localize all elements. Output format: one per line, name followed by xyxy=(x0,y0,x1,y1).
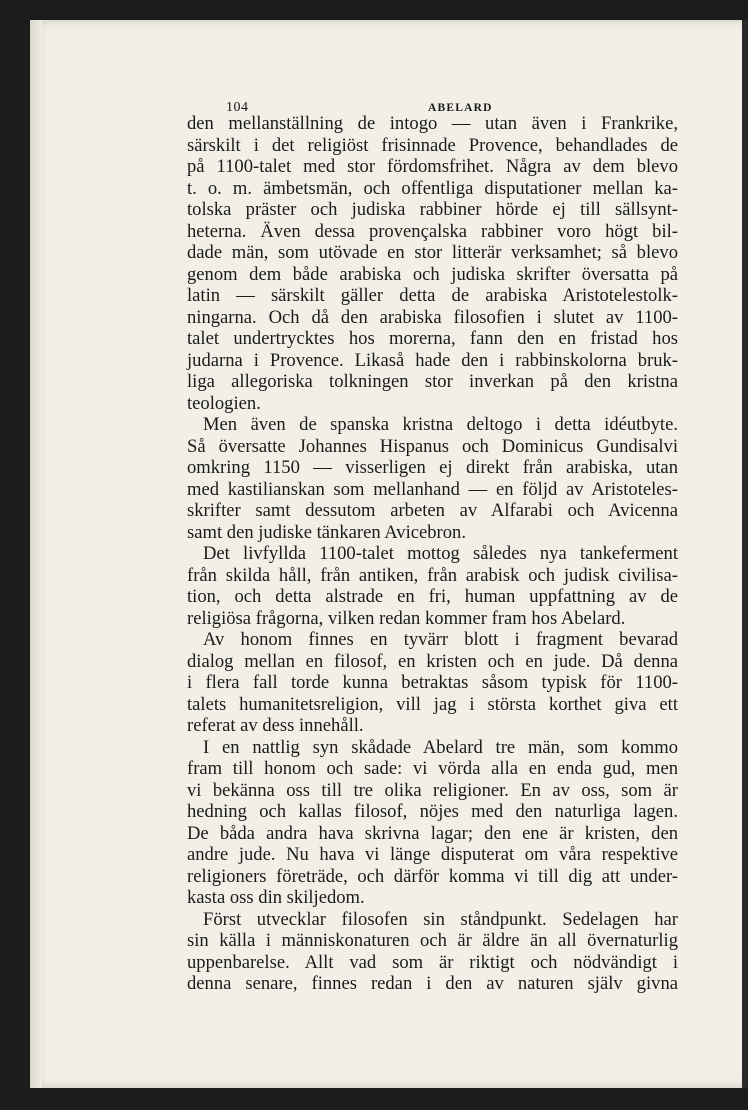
text-line: De båda andra hava skrivna lagar; den ene är kristen, den xyxy=(187,822,678,844)
text-line: dialog mellan en filosof, en kristen och en jude. Då denna xyxy=(187,650,678,672)
text-line: från skilda håll, från antiken, från arabisk och judisk civilisa- xyxy=(187,564,678,586)
text-line: religioners företräde, och därför komma vi till dig att under- xyxy=(187,865,678,887)
text-line: judarna i Provence. Likaså hade den i rabbinskolorna bruk- xyxy=(187,349,678,371)
text-line: på 1100-talet med stor fördomsfrihet. Några av dem blevo xyxy=(187,156,678,177)
text-line: uppenbarelse. Allt vad som är riktigt och nödvändigt i xyxy=(187,951,678,973)
text-line: den mellanställning de intogo — utan även i Frankrike, xyxy=(187,113,678,134)
running-title: ABELARD xyxy=(428,102,493,114)
text-line: tion, och detta alstrade en fri, human uppfattning av de xyxy=(187,586,678,607)
text-line: skrifter samt dessutom arbeten av Alfarabi och Avicenna xyxy=(187,500,678,521)
text-line: andre jude. Nu hava vi länge disputerat om våra respektive xyxy=(187,844,678,865)
text-line: Men även de spanska kristna deltogo i detta idéutbyte. xyxy=(203,414,678,435)
text-line: omkring 1150 — visserligen ej direkt från arabiska, utan xyxy=(187,457,678,478)
text-line: med kastilianskan som mellanhand — en följd av Aristoteles- xyxy=(187,478,678,500)
text-line: latin — särskilt gäller detta de arabiska Aristotelestolk- xyxy=(187,285,678,306)
text-line: heterna. Även dessa provençalska rabbiner voro högt bil- xyxy=(187,220,678,242)
text-line: hedning och kallas filosof, nöjes med den naturliga lagen. xyxy=(187,801,678,822)
text-line: I en nattlig syn skådade Abelard tre män, som kommo xyxy=(203,736,678,758)
text-line: Så översatte Johannes Hispanus och Dominicus Gundisalvi xyxy=(187,435,678,457)
page-edge xyxy=(742,20,748,1088)
text-line: religiösa frågorna, vilken redan kommer fram hos Abelard. xyxy=(187,607,626,629)
text-line: i flera fall torde kunna betraktas såsom typisk för 1100- xyxy=(187,672,678,693)
text-line: särskilt i det religiöst frisinnade Provence, behandlades de xyxy=(187,134,678,156)
text-line: teologien. xyxy=(187,392,261,414)
text-line: talets humanitetsreligion, vill jag i största korthet giva ett xyxy=(187,693,678,715)
text-line: Först utvecklar filosofen sin ståndpunkt. Sedelagen har xyxy=(203,908,678,930)
text-line: liga allegoriska tolkningen stor inverkan på den kristna xyxy=(187,371,678,392)
text-line: t. o. m. ämbetsmän, och offentliga disputationer mellan ka- xyxy=(187,177,678,199)
text-line: fram till honom och sade: vi vörda alla en enda gud, men xyxy=(187,758,678,779)
page-number: 104 xyxy=(226,100,249,115)
text-line: ningarna. Och då den arabiska filosofien i slutet av 1100- xyxy=(187,306,678,328)
text-line: tolska präster och judiska rabbiner hörde ej till sällsynt- xyxy=(187,199,678,220)
text-line: genom dem både arabiska och judiska skrifter översatta på xyxy=(187,263,678,285)
text-line: dade män, som utövade en stor litterär verksamhet; så blevo xyxy=(187,242,678,263)
body-text xyxy=(187,113,678,995)
text-line: talet undertrycktes hos morerna, fann den en fristad hos xyxy=(187,328,678,349)
text-line: Det livfyllda 1100-talet mottog således nya tankeferment xyxy=(203,543,678,564)
text-line: sin källa i människonaturen och är äldre än all övernaturlig xyxy=(187,930,678,951)
text-line: denna senare, finnes redan i den av naturen själv givna xyxy=(187,973,678,994)
text-line: samt den judiske tänkaren Avicebron. xyxy=(187,521,466,543)
text-line: referat av dess innehåll. xyxy=(187,715,364,736)
text-line: vi bekänna oss till tre olika religioner. En av oss, som är xyxy=(187,779,678,801)
text-line: Av honom finnes en tyvärr blott i fragment bevarad xyxy=(203,629,678,650)
text-line: kasta oss din skiljedom. xyxy=(187,887,365,908)
